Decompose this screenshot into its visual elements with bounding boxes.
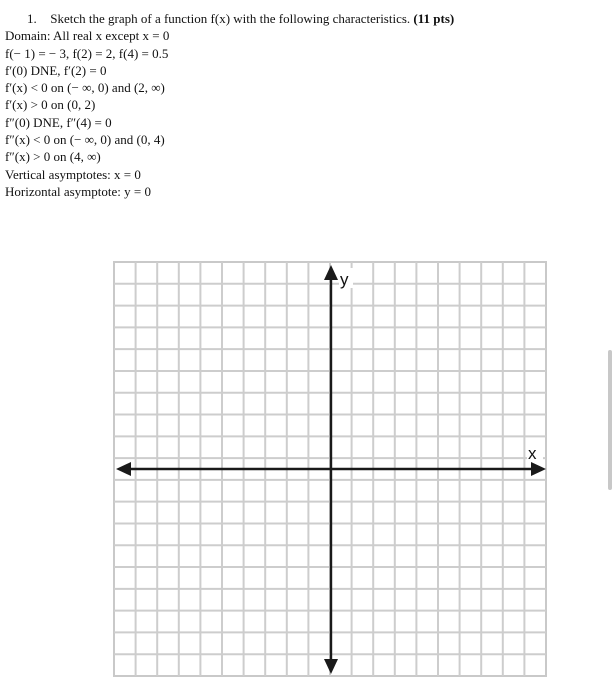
condition-second-derivative-points: f″(0) DNE, f″(4) = 0 <box>5 114 112 130</box>
condition-concave-down-intervals: f″(x) < 0 on (− ∞, 0) and (0, 4) <box>5 132 165 148</box>
condition-increasing-interval: f′(x) > 0 on (0, 2) <box>5 97 96 113</box>
condition-concave-up-interval: f″(x) > 0 on (4, ∞) <box>5 149 101 165</box>
problem-points: (11 pts) <box>413 11 455 26</box>
x-axis-label: x <box>528 444 537 463</box>
condition-first-derivative-points: f′(0) DNE, f′(2) = 0 <box>5 62 107 78</box>
problem-prompt: Sketch the graph of a function f(x) with the following characteristics. <box>50 11 411 26</box>
condition-vertical-asymptote: Vertical asymptotes: x = 0 <box>5 166 141 182</box>
condition-function-values: f(− 1) = − 3, f(2) = 2, f(4) = 0.5 <box>5 45 169 61</box>
condition-decreasing-intervals: f′(x) < 0 on (− ∞, 0) and (2, ∞) <box>5 80 165 96</box>
problem-number: 1. <box>27 11 37 26</box>
y-axis-label: y <box>340 270 349 289</box>
condition-horizontal-asymptote: Horizontal asymptote: y = 0 <box>5 183 151 199</box>
condition-domain: Domain: All real x except x = 0 <box>5 28 170 44</box>
scrollbar-thumb[interactable] <box>608 350 612 490</box>
